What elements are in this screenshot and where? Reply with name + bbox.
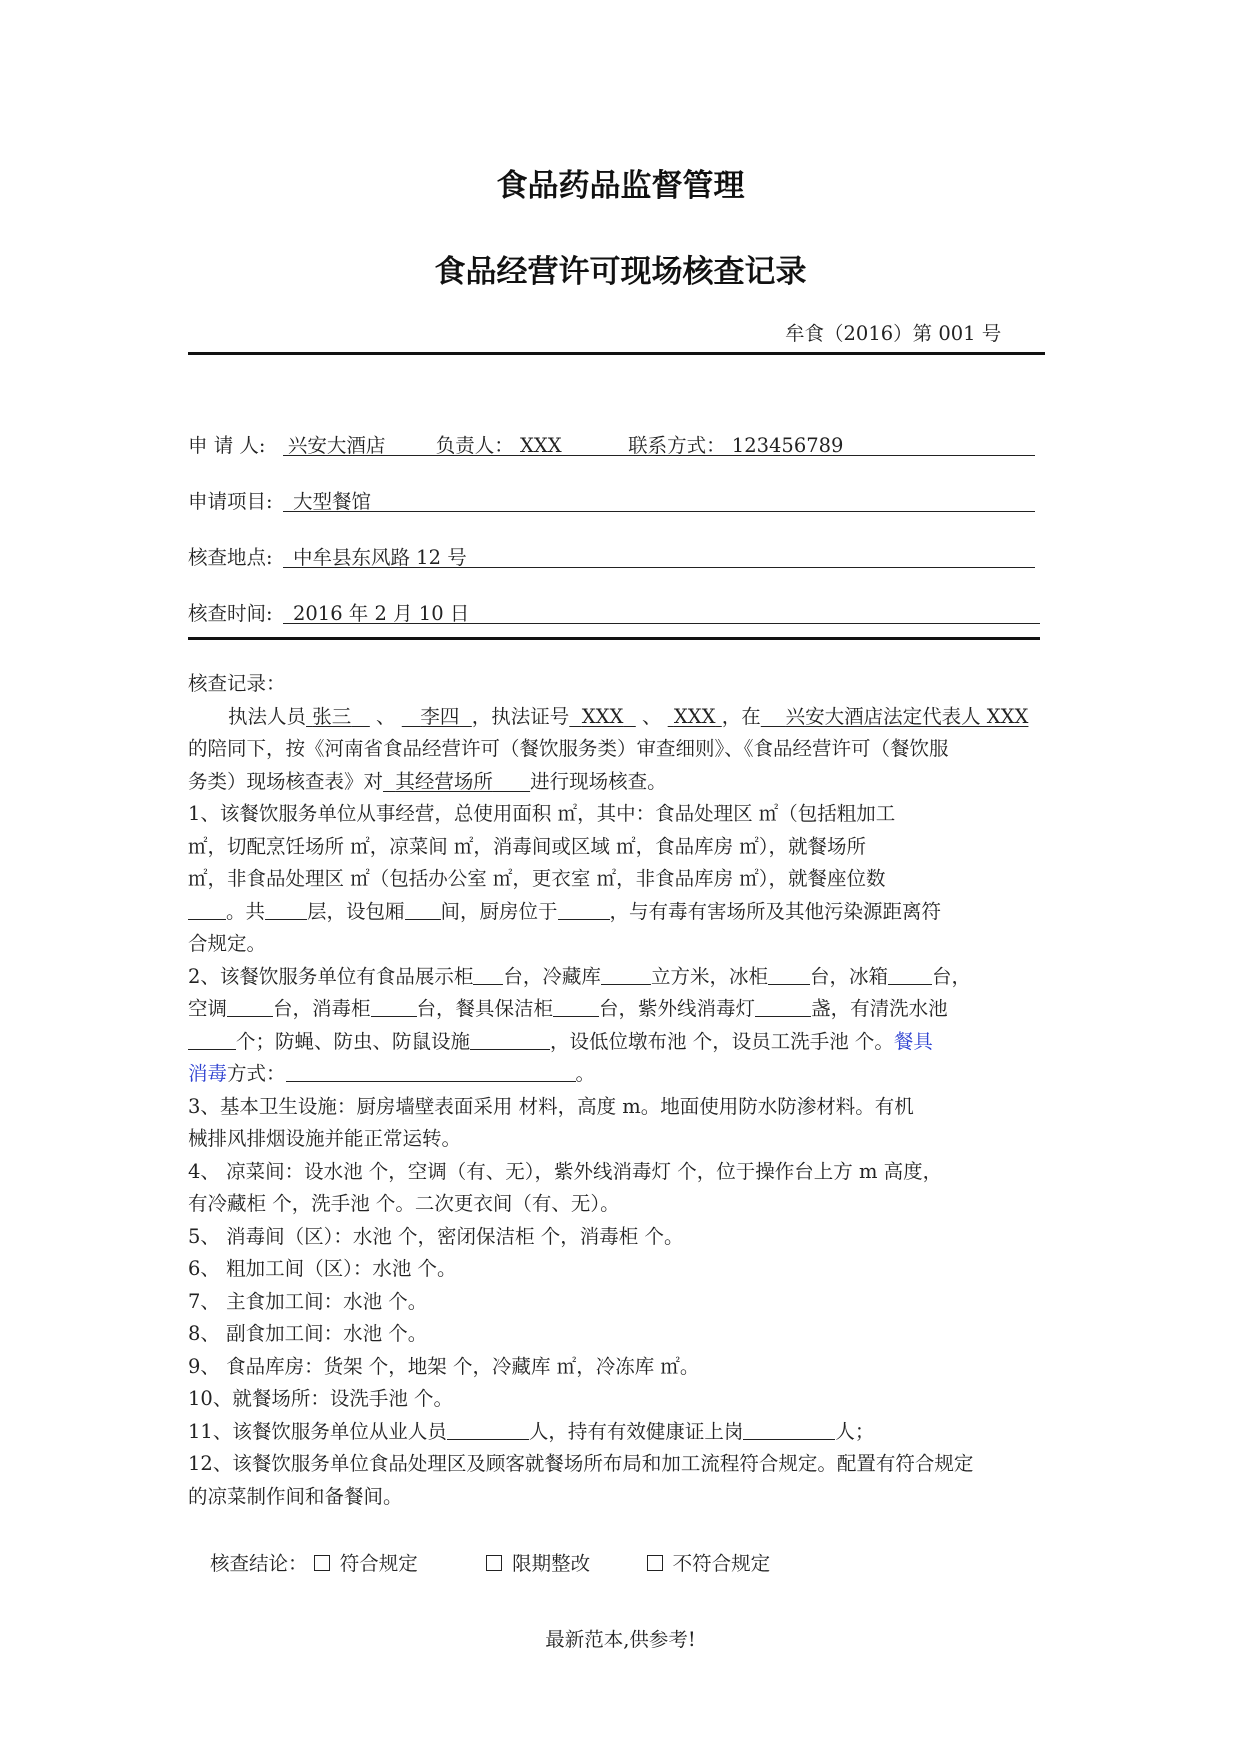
blank xyxy=(553,998,599,1017)
blank xyxy=(447,1421,529,1440)
option-comply: 符合规定 xyxy=(339,1552,418,1575)
document-title: 食品药品监督管理 xyxy=(496,168,745,204)
item-3-line: 3、基本卫生设施：厨房墙壁表面采用 材料，高度 m。地面使用防水防渗材料。有机 xyxy=(188,1094,914,1118)
officer-2 xyxy=(402,705,472,728)
highlighted-text: 消毒 xyxy=(188,1062,228,1085)
header-divider xyxy=(188,352,1045,355)
record-paragraph-line: 的陪同下，按《河南省食品经营许可（餐饮服务类）审查细则》、《食品经营许可（餐饮服 xyxy=(188,737,949,760)
text-segment: ，与有毒有害场所及其他污染源距离符 xyxy=(609,899,942,923)
text-segment: ，设低位墩布池 个，设员工洗手池 个。 xyxy=(550,1029,894,1053)
checkbox-rectify[interactable] xyxy=(486,1555,502,1571)
blank xyxy=(768,966,810,985)
item-1-line: ㎡，非食品处理区 ㎡（包括办公室 ㎡，更衣室 ㎡，非食品库房 ㎡），就餐座位数 xyxy=(188,867,886,890)
footer-note: 最新范本,供参考! xyxy=(545,1628,696,1651)
item-2-line xyxy=(188,1026,1068,1059)
text-segment: 个；防蝇、防虫、防鼠设施 xyxy=(236,1029,471,1053)
manager-value: XXX xyxy=(520,434,562,457)
conclusion-label: 核查结论： xyxy=(210,1552,308,1575)
text-segment: 、 xyxy=(376,704,396,728)
applicant-underline xyxy=(283,455,1035,456)
item-1-line xyxy=(188,896,1068,929)
inspection-object-value: 其经营场所 xyxy=(395,769,493,793)
officer-2-name: 李四 xyxy=(420,704,460,728)
fields-divider xyxy=(188,637,1040,640)
place-row xyxy=(188,542,467,575)
item-8-line: 8、 副食加工间：水池 个。 xyxy=(188,1322,428,1345)
time-underline xyxy=(283,623,1040,624)
text-segment: 台，餐具保洁柜 xyxy=(416,997,554,1020)
officer-1 xyxy=(306,705,370,728)
time-value: 2016 年 2 月 10 日 xyxy=(292,602,470,625)
text-segment: 务类）现场核查表》对 xyxy=(188,769,384,793)
text-segment: 台， xyxy=(931,964,971,988)
item-2-line xyxy=(188,961,1068,994)
highlighted-text: 餐具 xyxy=(893,1029,933,1053)
manager-label: 负责人： xyxy=(435,434,514,457)
project-underline xyxy=(283,511,1035,512)
item-9-line: 9、 食品库房：货架 个，地架 个，冷藏库 ㎡，冷冻库 ㎡。 xyxy=(188,1354,700,1378)
text-segment: 方式： xyxy=(227,1062,286,1085)
blank xyxy=(371,998,417,1017)
blank xyxy=(227,998,273,1017)
text-segment: 进行现场核查。 xyxy=(530,769,667,793)
place-label: 核查地点: xyxy=(188,546,273,569)
text-segment: 、 xyxy=(641,704,662,728)
text-segment: 台，紫外线消毒灯 xyxy=(599,997,756,1020)
cert-2-value: XXX xyxy=(673,704,716,728)
checkbox-not-comply[interactable] xyxy=(647,1555,663,1571)
cert-1-value: XXX xyxy=(581,704,624,728)
text-segment: 11、该餐饮服务单位从业人员 xyxy=(188,1419,447,1443)
option-rectify: 限期整改 xyxy=(512,1552,591,1575)
cert-2 xyxy=(668,705,722,728)
conclusion-row xyxy=(210,1548,770,1581)
applicant-label: 申 请 人: xyxy=(188,434,266,457)
text-segment: ，在 xyxy=(721,704,761,728)
item-10-line: 10、就餐场所：设洗手池 个。 xyxy=(188,1387,454,1410)
item-1-line: ㎡，切配烹饪场所 ㎡，凉菜间 ㎡，消毒间或区域 ㎡，食品库房 ㎡），就餐场所 xyxy=(188,834,867,858)
applicant-value: 兴安大酒店 xyxy=(287,434,386,457)
document-subtitle: 食品经营许可现场核查记录 xyxy=(434,254,807,290)
text-segment: 执法人员 xyxy=(228,704,307,728)
record-heading: 核查记录： xyxy=(188,672,286,695)
blank xyxy=(888,966,932,985)
text-segment: 台，冰箱 xyxy=(809,964,888,988)
text-segment: 空调 xyxy=(188,997,228,1020)
contact-label: 联系方式： xyxy=(628,434,726,457)
blank xyxy=(188,1031,236,1050)
item-12-line: 12、该餐饮服务单位食品处理区及顾客就餐场所布局和加工流程符合规定。配置有符合规定 xyxy=(188,1452,974,1475)
text-segment: 台，消毒柜 xyxy=(273,997,371,1020)
item-5-line: 5、 消毒间（区）：水池 个，密闭保洁柜 个，消毒柜 个。 xyxy=(188,1224,684,1248)
item-2-line xyxy=(188,1058,1068,1091)
option-not-comply: 不符合规定 xyxy=(672,1552,771,1575)
record-paragraph-line xyxy=(188,766,1068,799)
applicant-row xyxy=(188,430,843,463)
text-segment: ，执法证号 xyxy=(471,704,570,728)
item-1-line: 1、该餐饮服务单位从事经营，总使用面积 ㎡，其中：食品处理区 ㎡（包括粗加工 xyxy=(188,802,896,825)
blank xyxy=(473,966,503,985)
text-segment: 人； xyxy=(835,1419,875,1443)
item-6-line: 6、 粗加工间（区）：水池 个。 xyxy=(188,1257,457,1280)
record-section xyxy=(188,668,1068,1513)
item-3-line: 械排风排烟设施并能正常运转。 xyxy=(188,1127,462,1150)
text-segment: 盏，有清洗水池 xyxy=(811,997,948,1020)
text-segment: 间，厨房位于 xyxy=(440,899,558,923)
text-segment: 台，冷藏库 xyxy=(503,964,601,988)
document-number: 牟食（2016）第 001 号 xyxy=(785,322,1002,345)
blank xyxy=(188,901,226,920)
text-segment: 2、该餐饮服务单位有食品展示柜 xyxy=(188,964,474,988)
item-11-line xyxy=(188,1416,1068,1449)
place-value: 中牟县东风路 12 号 xyxy=(292,546,467,569)
contact-value: 123456789 xyxy=(731,434,844,457)
blank xyxy=(265,901,307,920)
text-segment: 人，持有有效健康证上岗 xyxy=(528,1419,744,1443)
blank xyxy=(470,1031,550,1050)
item-2-line xyxy=(188,993,1068,1026)
item-4-line: 4、 凉菜间：设水池 个，空调（有、无），紫外线消毒灯 个，位于操作台上方 m 高度， xyxy=(188,1159,943,1183)
item-1-line: 合规定。 xyxy=(188,932,267,955)
blank xyxy=(755,998,811,1017)
text-segment: 。 xyxy=(575,1062,596,1085)
accompany xyxy=(761,705,1029,728)
blank xyxy=(601,966,651,985)
text-segment: 。共 xyxy=(226,899,266,923)
cert-1 xyxy=(569,705,635,728)
project-row xyxy=(188,486,371,519)
project-label: 申请项目: xyxy=(188,490,273,513)
blank xyxy=(286,1063,576,1082)
text-segment: 立方米，冰柜 xyxy=(650,964,768,988)
time-label: 核查时间: xyxy=(188,602,273,625)
time-row xyxy=(188,598,469,631)
project-value: 大型餐馆 xyxy=(292,490,371,513)
blank xyxy=(743,1421,835,1440)
item-4-line: 有冷藏柜 个，洗手池 个。二次更衣间（有、无）。 xyxy=(188,1192,620,1215)
blank xyxy=(558,901,610,920)
checkbox-comply[interactable] xyxy=(314,1555,330,1571)
item-12-line: 的凉菜制作间和备餐间。 xyxy=(188,1484,403,1508)
place-underline xyxy=(283,567,1035,568)
record-paragraph-line xyxy=(188,701,1068,734)
inspection-object xyxy=(383,770,530,793)
text-segment: 层，设包厢 xyxy=(307,899,405,923)
officer-1-name: 张三 xyxy=(312,704,352,728)
item-7-line: 7、 主食加工间：水池 个。 xyxy=(188,1289,428,1313)
accompany-value: 兴安大酒店法定代表人 XXX xyxy=(785,704,1029,728)
blank xyxy=(405,901,441,920)
